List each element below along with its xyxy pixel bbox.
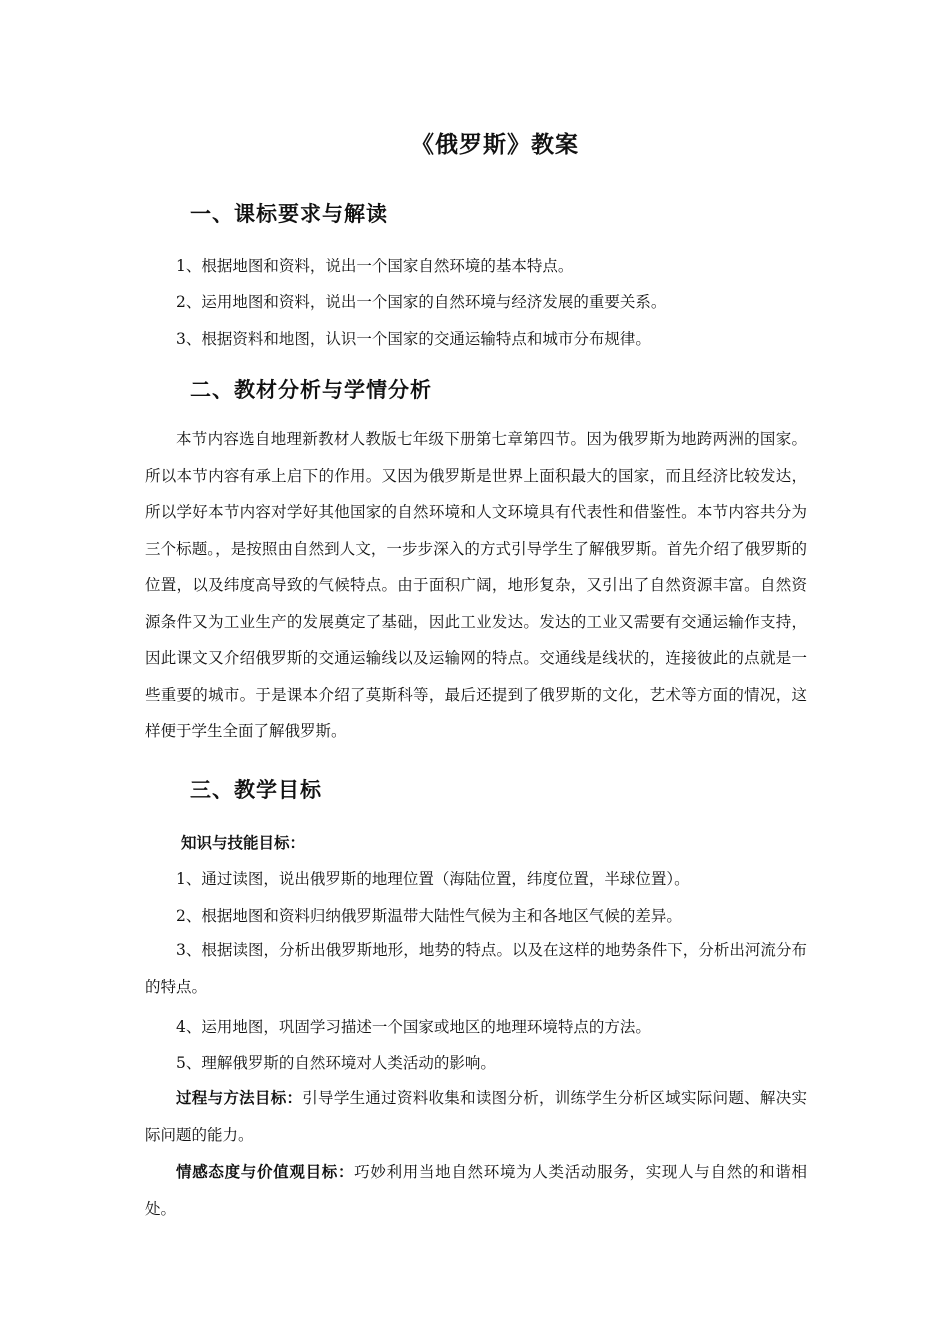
process-objective-text: 引导学生通过资料收集和读图分析，训练学生分析区域实际问题、解决实际问题的能力。 [145,1089,807,1144]
process-objective-label: 过程与方法目标： [176,1088,303,1107]
objective-item: 4、运用地图，巩固学习描述一个国家或地区的地理环境特点的方法。 [176,1018,651,1036]
objective-item: 1、通过读图，说出俄罗斯的地理位置（海陆位置，纬度位置，半球位置）。 [176,870,690,888]
curriculum-item: 1、根据地图和资料，说出一个国家自然环境的基本特点。 [176,257,574,275]
document-title: 《俄罗斯》教案 [411,131,579,158]
section-heading-curriculum: 一、课标要求与解读 [190,201,388,226]
objective-item: 2、根据地图和资料归纳俄罗斯温带大陆性气候为主和各地区气候的差异。 [176,907,682,925]
analysis-paragraph: 本节内容选自地理新教材人教版七年级下册第七章第四节。因为俄罗斯为地跨两洲的国家。所以本节内容有承上启下的作用。又因为俄罗斯是世界上面积最大的国家，而且经济比较发达，所以学好本节内容对学好其他国家的自然环境和人文环境具有代表性和借鉴性。本节内容共分为三个标题。，是按照由自然到人文，一步步深入的方式引导学生了解俄罗斯。首先介绍了俄罗斯的位置，以及纬度高导致的气候特点。由于面积广阔，地形复杂，又引出了自然资源丰富。自然资源条件又为工业生产的发展奠定了基础，因此工业发达。发达的工业又需要有交通运输作支持，因此课文又介绍俄罗斯的交通运输线以及运输网的特点。交通线是线状的，连接彼此的点就是一些重要的城市。于是课本介绍了莫斯科等，最后还提到了俄罗斯的文化，艺术等方面的情况，这样便于学生全面了解俄罗斯。 [145,430,807,740]
section-heading-objectives: 三、教学目标 [190,777,322,802]
emotion-objective-text: 巧妙利用当地自然环境为人类活动服务，实现人与自然的和谐相处。 [145,1163,807,1218]
emotion-objective [145,1154,807,1227]
emotion-objective-label: 情感态度与价值观目标： [176,1162,355,1181]
knowledge-objectives-heading: 知识与技能目标： [181,833,306,852]
objective-item: 3、根据读图，分析出俄罗斯地形，地势的特点。以及在这样的地势条件下，分析出河流分布的特点。 [145,941,807,996]
section-heading-analysis: 二、教材分析与学情分析 [190,377,432,402]
curriculum-item: 2、运用地图和资料，说出一个国家的自然环境与经济发展的重要关系。 [176,293,667,311]
curriculum-item: 3、根据资料和地图，认识一个国家的交通运输特点和城市分布规律。 [176,330,651,348]
objective-item: 5、理解俄罗斯的自然环境对人类活动的影响。 [176,1054,496,1072]
process-objective [145,1080,807,1153]
